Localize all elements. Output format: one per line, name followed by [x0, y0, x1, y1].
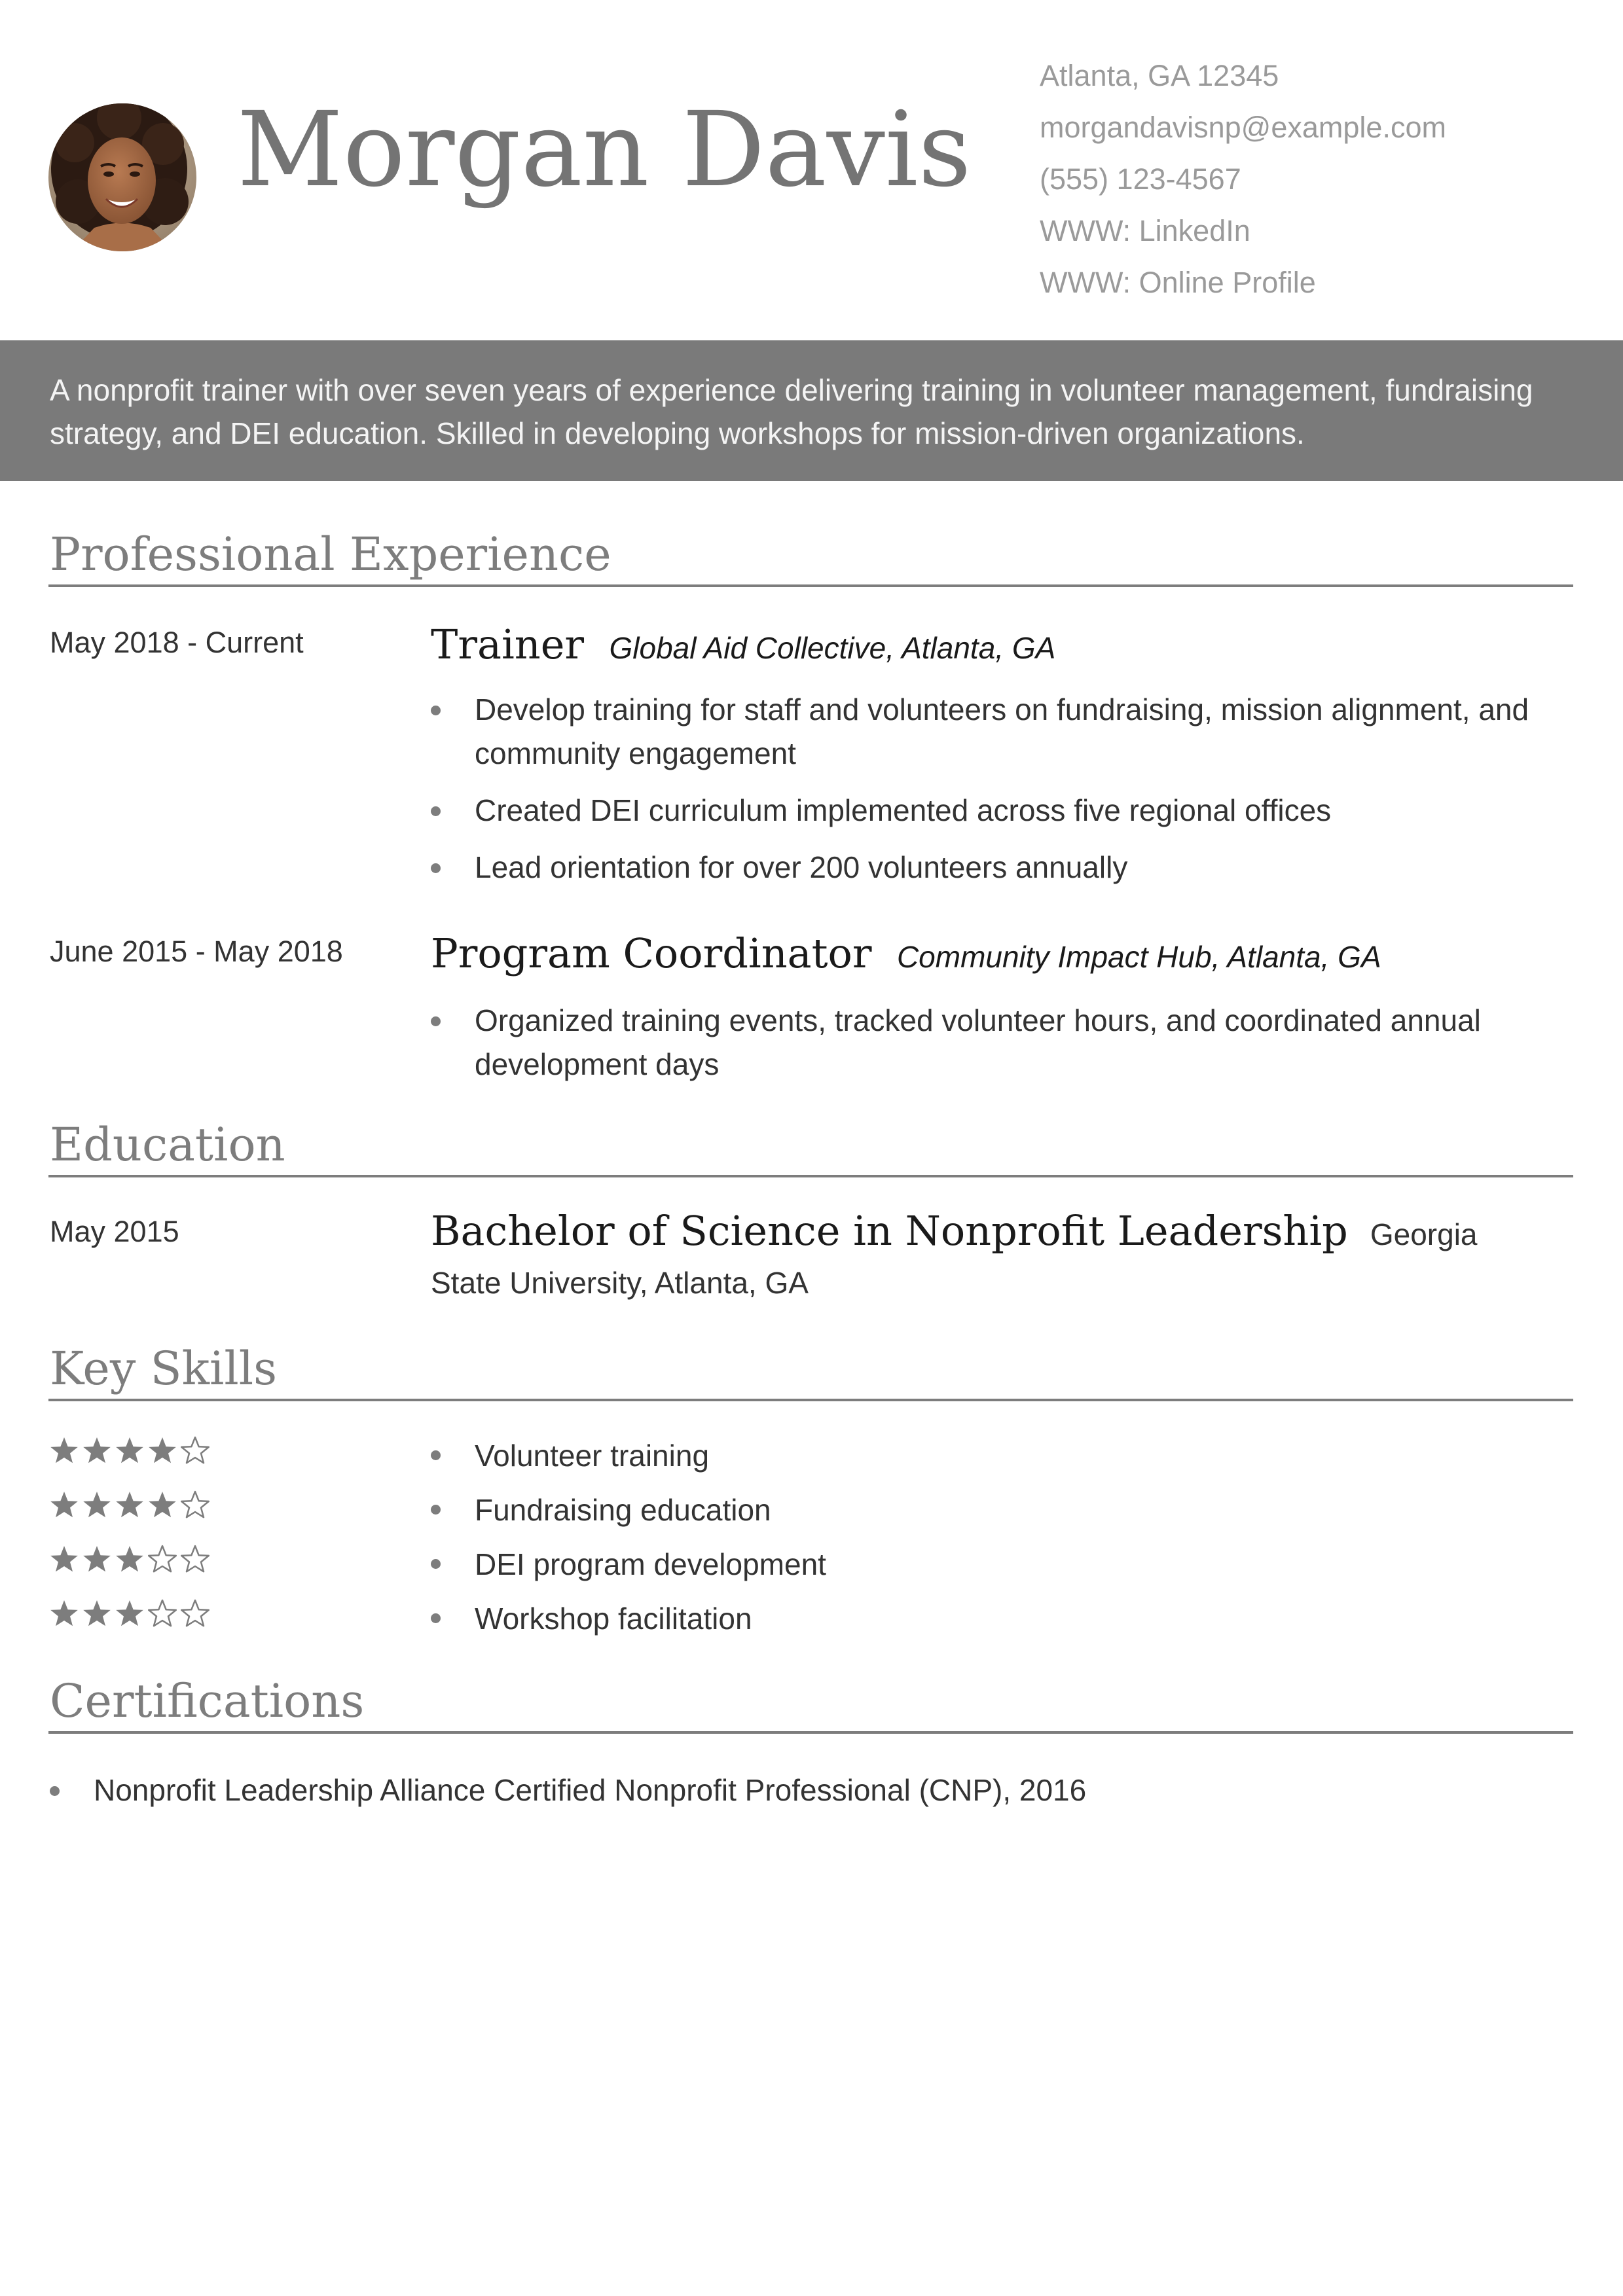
skill-row — [50, 1545, 1556, 1584]
job-dates: May 2018 - Current — [50, 626, 304, 659]
education-entry — [431, 1207, 1544, 1307]
job-organization: Community Impact Hub, Atlanta, GA — [896, 940, 1381, 974]
bullet-icon — [431, 1450, 441, 1460]
bullet-icon — [431, 1613, 441, 1623]
job-dates: June 2015 - May 2018 — [50, 935, 343, 968]
skill-row — [50, 1436, 1556, 1475]
bullet-icon — [431, 1559, 441, 1569]
job-heading — [431, 929, 1381, 977]
skill-row — [50, 1490, 1556, 1530]
list-item: Organized training events, tracked volunteer hours, and coordinated annual development days — [431, 999, 1557, 1086]
certifications-list — [50, 1768, 1556, 1825]
star-filled-icon — [50, 1436, 79, 1465]
section-divider — [48, 584, 1573, 587]
degree-title: Bachelor of Science in Nonprofit Leadership — [431, 1207, 1348, 1255]
job-bullets — [431, 688, 1557, 903]
star-filled-icon — [115, 1599, 144, 1628]
skill-rating — [50, 1490, 210, 1519]
contact-email[interactable]: morgandavisnp@example.com — [1040, 111, 1446, 144]
profile-photo — [48, 103, 196, 251]
summary-text: A nonprofit trainer with over seven years of experience delivering training in volunteer management, fundraising strategy, and DEI education. Skilled in developing workshops for mission-driven organizations. — [50, 373, 1533, 450]
star-filled-icon — [148, 1436, 177, 1465]
list-item: Created DEI curriculum implemented across five regional offices — [431, 789, 1557, 833]
section-title-skills: Key Skills — [50, 1342, 278, 1395]
star-filled-icon — [82, 1436, 111, 1465]
list-item: Nonprofit Leadership Alliance Certified Nonprofit Professional (CNP), 2016 — [50, 1768, 1556, 1812]
skill-row — [50, 1599, 1556, 1638]
education-date: May 2015 — [50, 1215, 179, 1248]
skill-rating — [50, 1545, 210, 1573]
skill-rating — [50, 1599, 210, 1628]
section-title-experience: Professional Experience — [50, 528, 611, 581]
skill-label: Volunteer training — [475, 1439, 710, 1473]
contact-phone[interactable]: (555) 123-4567 — [1040, 162, 1241, 196]
star-filled-icon — [82, 1599, 111, 1628]
contact-list — [1040, 50, 1446, 308]
star-empty-icon — [181, 1599, 210, 1628]
job-bullets — [431, 999, 1557, 1100]
star-empty-icon — [181, 1545, 210, 1573]
star-empty-icon — [148, 1599, 177, 1628]
resume-header — [0, 0, 1623, 340]
star-filled-icon — [50, 1545, 79, 1573]
school-name: Georgia State University, Atlanta, GA — [431, 1217, 1478, 1300]
star-filled-icon — [148, 1490, 177, 1519]
skill-label: Fundraising education — [475, 1493, 771, 1527]
bullet-icon — [431, 1505, 441, 1515]
star-empty-icon — [181, 1490, 210, 1519]
star-filled-icon — [115, 1490, 144, 1519]
section-divider — [48, 1175, 1573, 1177]
section-title-certifications: Certifications — [50, 1674, 365, 1728]
job-heading — [431, 620, 1055, 668]
list-item: Develop training for staff and volunteers on fundraising, mission alignment, and community engagement — [431, 688, 1557, 776]
star-filled-icon — [115, 1436, 144, 1465]
job-title: Trainer — [431, 620, 585, 668]
contact-online-profile-link[interactable]: WWW: Online Profile — [1040, 266, 1316, 299]
star-filled-icon — [50, 1490, 79, 1519]
section-divider — [48, 1731, 1573, 1734]
contact-address: Atlanta, GA 12345 — [1040, 59, 1279, 92]
star-filled-icon — [82, 1490, 111, 1519]
star-filled-icon — [82, 1545, 111, 1573]
star-empty-icon — [181, 1436, 210, 1465]
profile-photo-image — [48, 103, 196, 251]
skill-label: Workshop facilitation — [475, 1602, 752, 1636]
contact-linkedin-link[interactable]: WWW: LinkedIn — [1040, 214, 1250, 247]
candidate-name: Morgan Davis — [237, 90, 972, 210]
job-title: Program Coordinator — [431, 929, 872, 977]
section-divider — [48, 1399, 1573, 1401]
star-filled-icon — [115, 1545, 144, 1573]
list-item: Lead orientation for over 200 volunteers annually — [431, 846, 1557, 889]
section-title-education: Education — [50, 1118, 285, 1172]
star-filled-icon — [50, 1599, 79, 1628]
summary-band — [0, 340, 1623, 481]
job-organization: Global Aid Collective, Atlanta, GA — [609, 631, 1056, 665]
skill-rating — [50, 1436, 210, 1465]
star-empty-icon — [148, 1545, 177, 1573]
skill-label: DEI program development — [475, 1547, 826, 1581]
